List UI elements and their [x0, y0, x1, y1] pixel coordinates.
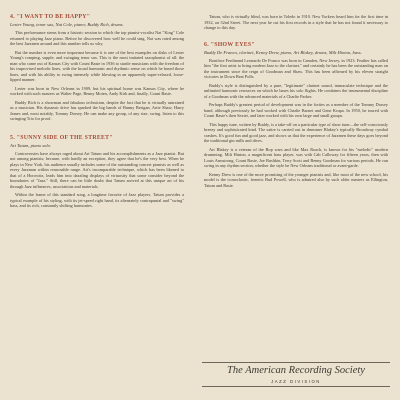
- left-column: [10, 14, 184, 212]
- song-6-heading: 6. "SHOW EYES": [204, 41, 255, 48]
- song-6-paragraph-5: Art Blakey is a veteran of the Bop wars and like Max Roach, is known for his "melodic" modern drumming. Milt Hinton, a magnificent bass player, was with Cab Calloway for fifteen years, then with Louis Armstrong, Count Basie, Joe Bushkin, Terry Scott and Benny Goodman for various periods. He can swing in any rhythm section, whether the style be New Orleans traditional or avant-garde.: [204, 146, 388, 168]
- label-footer: [202, 362, 390, 392]
- right-column: [204, 14, 388, 191]
- song-4-paragraph-1: This performance stems from a historic session in which the top pianist-vocalist Nat "King" Cole returned to playing Jazz piano. Before he discovered how well he could sing, Nat was rated among the best Jazzmen around and this number tells us why.: [10, 30, 184, 46]
- song-5-paragraph-1: Controversies have always raged about Art Tatum and his accomplishments as a Jazz pianist. But not among pianists; because, with hardly an exception, they agree that he's the very best. When he plays in New York, his audience usually includes some of the outstanding concert pianists as well as every Jazzman within reasonable range. Art's incomparable technique, which has been likened to that of a Horowitz, leads him into dazzling displays of virtuosity that some consider beyond the boundaries of "Jazz." Still, there can be little doubt that Tatum arrived at this unique art of his through Jazz influences, associations and materials.: [10, 150, 184, 189]
- song-6-paragraph-3: Perhaps Buddy's greatest period of development was in the forties as a member of the Tommy Dorsey band, although previously he had worked with Charlie Barnet and Gene Krupa. In 1950, he toured with Count Basie's then Sextet, and later worked with his own large and small groups.: [204, 102, 388, 118]
- american-recording-society-logo: The American Recording Society: [227, 365, 365, 376]
- song-6-paragraph-6: Kenny Drew is one of the more promising of the younger pianists and, like most of the new school, his model is the iconoclastic, frenetic Bud Powell, who is admired also by such older masters as Ellington, Tatum and Basie.: [204, 171, 388, 188]
- song-6-paragraph-1: Boniface Ferdinand Leonardo De Franco was born in Camden, New Jersey, in 1923. Feather has called him "the first artist to bring modern Jazz to the clarinet," and certainly he has been the outstanding man on the instrument since the reign of Goodman and Shaw. This has been affirmed by his eleven straight victories in Down Beat Polls.: [204, 57, 388, 79]
- footer-rule-bottom: [202, 386, 390, 387]
- song-6-credits: Buddy De Franco, clarinet, Kenny Drew, piano, Art Blakey, drums, Milt Hinton, bass.: [204, 49, 362, 55]
- tatum-bio-paragraph: Tatum, who is virtually blind, was born in Toledo in 1910. New Yorkers heard him for the first time in 1932, on 52nd Street. The next year he cut his first records in a style that he has not found it necessary to change to this day.: [204, 14, 388, 30]
- song-4-credits: Lester Young, tenor sax, Nat Cole, piano; Buddy Rich, drums.: [10, 22, 124, 27]
- song-5-credits: Art Tatum, piano solo.: [10, 142, 52, 148]
- jazz-division-label: JAZZ DIVISION: [271, 379, 321, 384]
- song-6-paragraph-2: Buddy's style is distinguished by a pure, "legitimate" clarinet sound, immaculate technique and the unlimited harmonic resources on which he bases his solo flights. He combines the instrumental discipline of a Goodman with the advanced materials of a Charlie Parker.: [204, 82, 388, 99]
- footer-rule-top: [202, 362, 390, 363]
- song-4-paragraph-4: Buddy Rich is a showman and fabulous technician, despite the fact that he is virtually untrained as a musician. His dynamic drive has sparked the big bands of Bunny Berigan, Artie Shaw, Harry James and, most notably, Tommy Dorsey. He can make any group, of any size, swing. listen to this swinging Trio for proof.: [10, 99, 184, 121]
- song-4-heading: 4. "I WANT TO BE HAPPY": [10, 14, 91, 20]
- song-5-heading: 5. "SUNNY SIDE OF THE STREET": [10, 134, 113, 141]
- song-6-paragraph-4: This happy tune, written by Buddy, is a take-off on a particular type of show tune—the self-consciously breezy and sophisticated kind. The satire is carried out in drummer Blakey's typically Broadway cymbal crashes. It's good fun and good jazz, and shows us that the experience of Jazzmen these days goes beyond the traditional gin mills and dives.: [204, 121, 388, 143]
- song-4-paragraph-2: But the number is even more important because it is one of the best examples on disks of Lester Young's romping, supple, and swinging tenor sax. This is the most imitated saxophonist of all: the man who came out of Kansas City with Count Basie in 1936 to startle musicians with the freedom of his improvised melodic lines, with the broad harmonic and rhythmic sense on which he based those lines, and with his ability to swing intensely while blowing in an apparently super-relaxed, loose-lipped manner.: [10, 49, 184, 82]
- song-4-paragraph-3: Lester was born in New Orleans in 1909, but his spiritual home was Kansas City, where he worked with such masters as Walter Page, Benny Moten, Andy Kirk and, finally, Count Basie.: [10, 85, 184, 96]
- song-5-paragraph-2: Within the frame of this standard song, a longtime favorite of Jazz players, Tatum provides a typical example of his styling, with its jet-speed right hand, its alternately contrapuntal and "swing" bass, and its rich, constantly shifting harmonies.: [10, 192, 184, 208]
